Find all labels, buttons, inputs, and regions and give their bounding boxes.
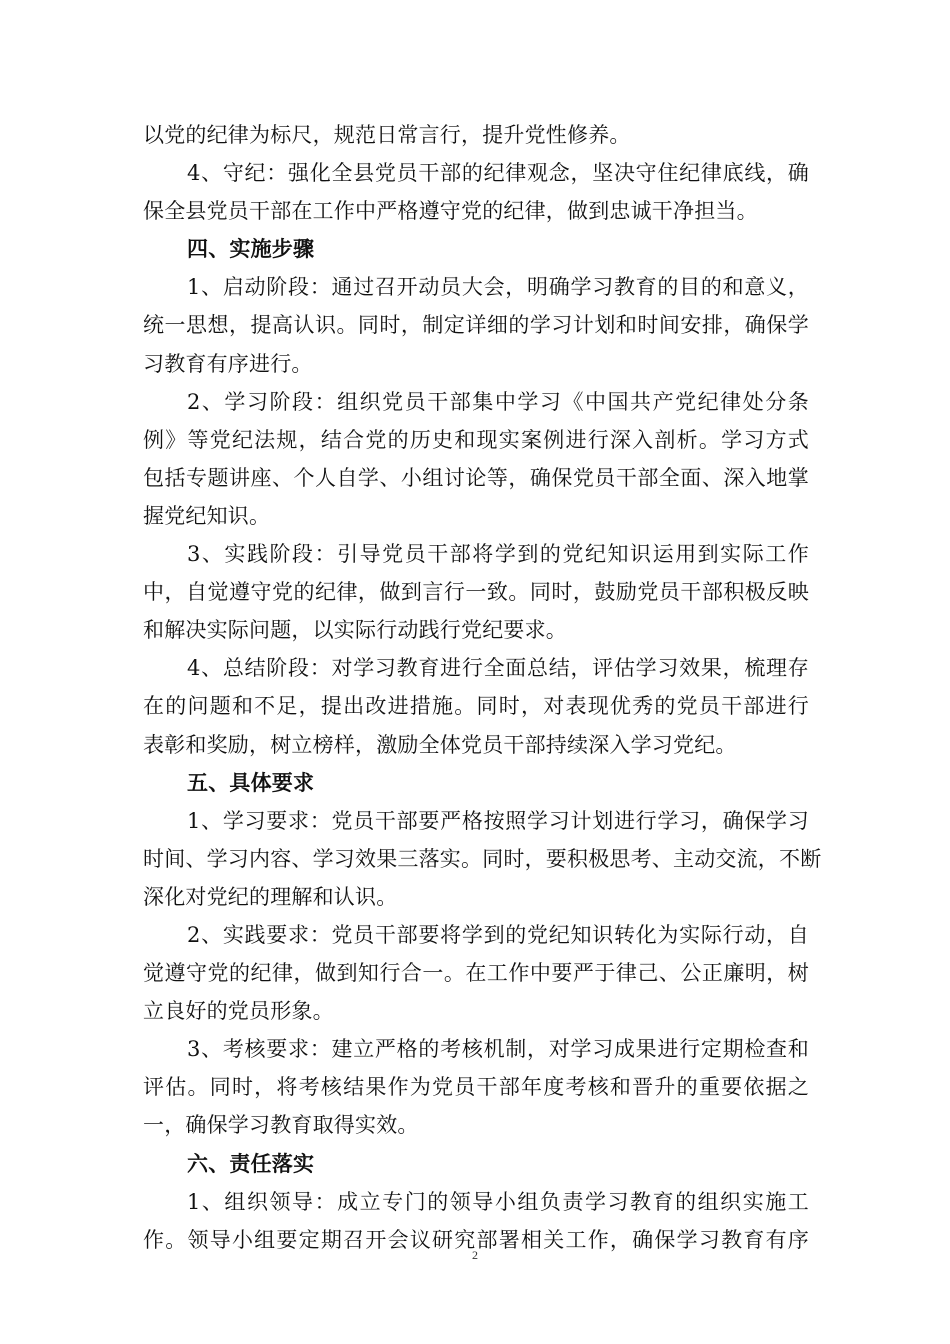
text-line: 立良好的党员形象。 xyxy=(143,999,334,1024)
text-line: 表彰和奖励，树立榜样，激励全体党员干部持续深入学习党纪。 xyxy=(143,732,737,757)
text-line: 握党纪知识。 xyxy=(143,503,271,528)
document-page xyxy=(143,116,822,1259)
text-line: 在的问题和不足，提出改进措施。同时，对表现优秀的党员干部进行 xyxy=(143,694,809,719)
page-number: 2 xyxy=(472,1248,478,1262)
text-line: 和解决实际问题，以实际行动践行党纪要求。 xyxy=(143,618,567,643)
text-line: 1、学习要求：党员干部要严格按照学习计划进行学习，确保学习 xyxy=(187,808,809,833)
text-line: 4、总结阶段：对学习教育进行全面总结，评估学习效果，梳理存 xyxy=(187,656,809,681)
text-line: 3、考核要求：建立严格的考核机制，对学习成果进行定期检查和 xyxy=(187,1037,809,1062)
text-line: 中，自觉遵守党的纪律，做到言行一致。同时，鼓励党员干部积极反映 xyxy=(143,580,809,605)
text-line: 深化对党纪的理解和认识。 xyxy=(143,884,398,909)
text-line: 觉遵守党的纪律，做到知行合一。在工作中要严于律己、公正廉明，树 xyxy=(143,961,809,986)
text-line: 一，确保学习教育取得实效。 xyxy=(143,1113,419,1138)
text-line: 习教育有序进行。 xyxy=(143,351,313,376)
section-heading: 六、责任落实 xyxy=(187,1150,315,1176)
text-line: 2、实践要求：党员干部要将学到的党纪知识转化为实际行动，自 xyxy=(187,922,809,947)
text-line: 1、组织领导：成立专门的领导小组负责学习教育的组织实施工 xyxy=(187,1189,809,1214)
document-body xyxy=(143,116,822,1259)
text-line: 作。领导小组要定期召开会议研究部署相关工作，确保学习教育有序 xyxy=(143,1227,809,1252)
text-line: 3、实践阶段：引导党员干部将学到的党纪知识运用到实际工作 xyxy=(187,542,809,567)
text-line: 2、学习阶段：组织党员干部集中学习《中国共产党纪律处分条 xyxy=(187,389,809,414)
text-line: 1、启动阶段：通过召开动员大会，明确学习教育的目的和意义， xyxy=(187,275,809,300)
section-heading: 四、实施步骤 xyxy=(187,236,315,262)
text-line: 例》等党纪法规，结合党的历史和现实案例进行深入剖析。学习方式 xyxy=(143,427,809,452)
section-heading: 五、具体要求 xyxy=(187,769,315,795)
text-line: 包括专题讲座、个人自学、小组讨论等，确保党员干部全面、深入地掌 xyxy=(143,465,809,490)
text-line: 统一思想，提高认识。同时，制定详细的学习计划和时间安排，确保学 xyxy=(143,313,809,338)
text-line: 评估。同时，将考核结果作为党员干部年度考核和晋升的重要依据之 xyxy=(143,1075,809,1100)
text-line: 时间、学习内容、学习效果三落实。同时，要积极思考、主动交流，不断 xyxy=(143,846,822,871)
text-line: 以党的纪律为标尺，规范日常言行，提升党性修养。 xyxy=(143,123,631,147)
text-line: 4、守纪：强化全县党员干部的纪律观念，坚决守住纪律底线，确 xyxy=(187,161,809,186)
text-line: 保全县党员干部在工作中严格遵守党的纪律，做到忠诚干净担当。 xyxy=(143,199,758,224)
